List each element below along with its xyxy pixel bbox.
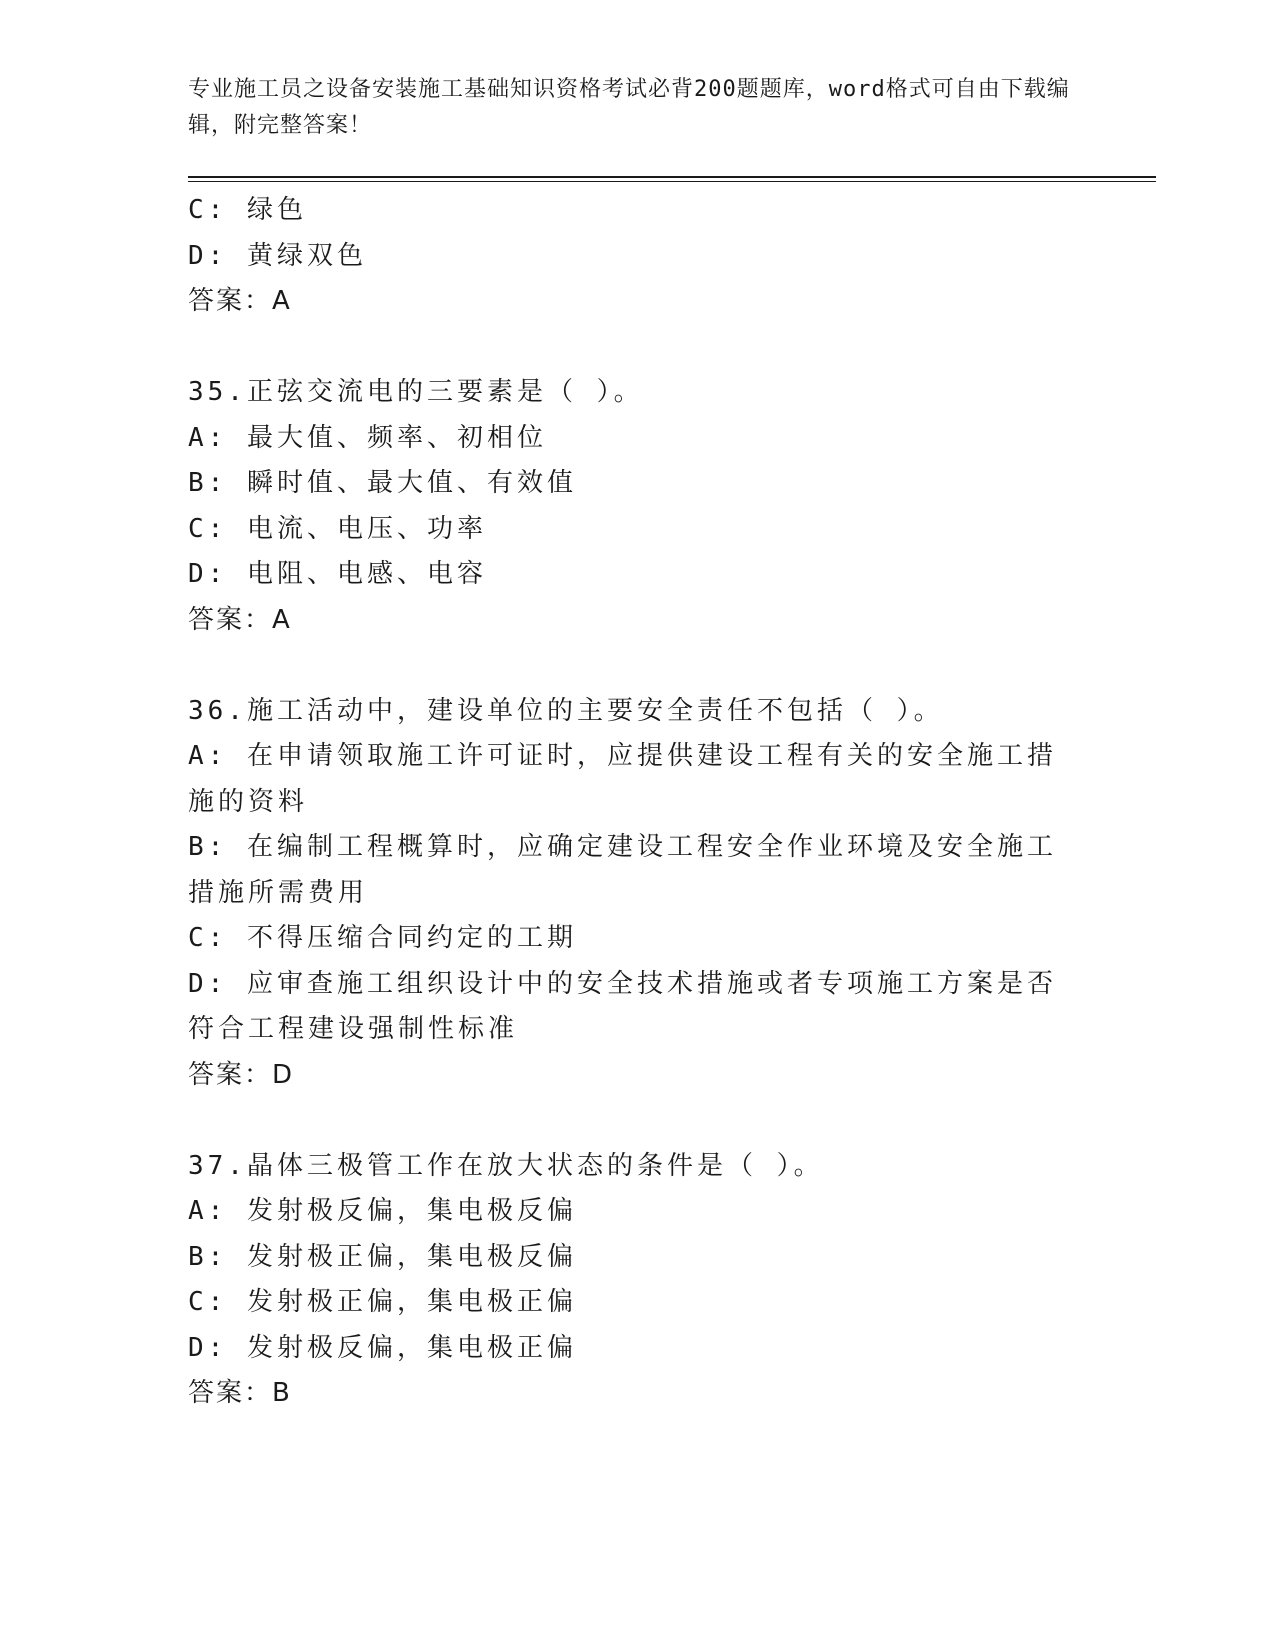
option-line: D: 电阻、电感、电容: [188, 559, 487, 589]
document-header: [188, 72, 1088, 144]
answer-line: 答案：B: [188, 1378, 292, 1408]
option-line: D: 发射极反偏，集电极正偏: [188, 1332, 577, 1363]
question-stem: 36.施工活动中，建设单位的主要安全责任不包括（ ）。: [188, 695, 944, 726]
question-stem: 35.正弦交流电的三要素是（ ）。: [188, 377, 644, 407]
option-line: B: 瞬时值、最大值、有效值: [188, 468, 577, 498]
option-line: C: 不得压缩合同约定的工期: [188, 923, 577, 953]
question-list: [188, 188, 1068, 1417]
option-line: C: 绿色: [188, 195, 307, 225]
header-rule-thin: [188, 181, 1156, 182]
option-line: A: 发射极反偏，集电极反偏: [188, 1196, 577, 1226]
option-line: A: 最大值、频率、初相位: [188, 422, 547, 453]
option-line: B: 在编制工程概算时，应确定建设工程安全作业环境及安全施工措施所需费用: [188, 832, 1057, 908]
option-line: C: 电流、电压、功率: [188, 513, 487, 544]
option-line: A: 在申请领取施工许可证时，应提供建设工程有关的安全施工措施的资料: [188, 741, 1057, 817]
answer-line: 答案：A: [188, 286, 292, 316]
option-line: D: 黄绿双色: [188, 240, 367, 271]
option-line: C: 发射极正偏，集电极正偏: [188, 1287, 577, 1317]
question-stem: 37.晶体三极管工作在放大状态的条件是（ ）。: [188, 1150, 824, 1181]
answer-line: 答案：D: [188, 1059, 295, 1090]
option-line: B: 发射极正偏，集电极反偏: [188, 1241, 577, 1272]
header-title: 专业施工员之设备安装施工基础知识资格考试必背200题题库，word格式可自由下载编辑，附完整答案！: [188, 77, 1070, 138]
answer-line: 答案：A: [188, 604, 292, 635]
option-line: D: 应审查施工组织设计中的安全技术措施或者专项施工方案是否符合工程建设强制性标准: [188, 968, 1057, 1044]
header-rule-thick: [188, 176, 1156, 178]
